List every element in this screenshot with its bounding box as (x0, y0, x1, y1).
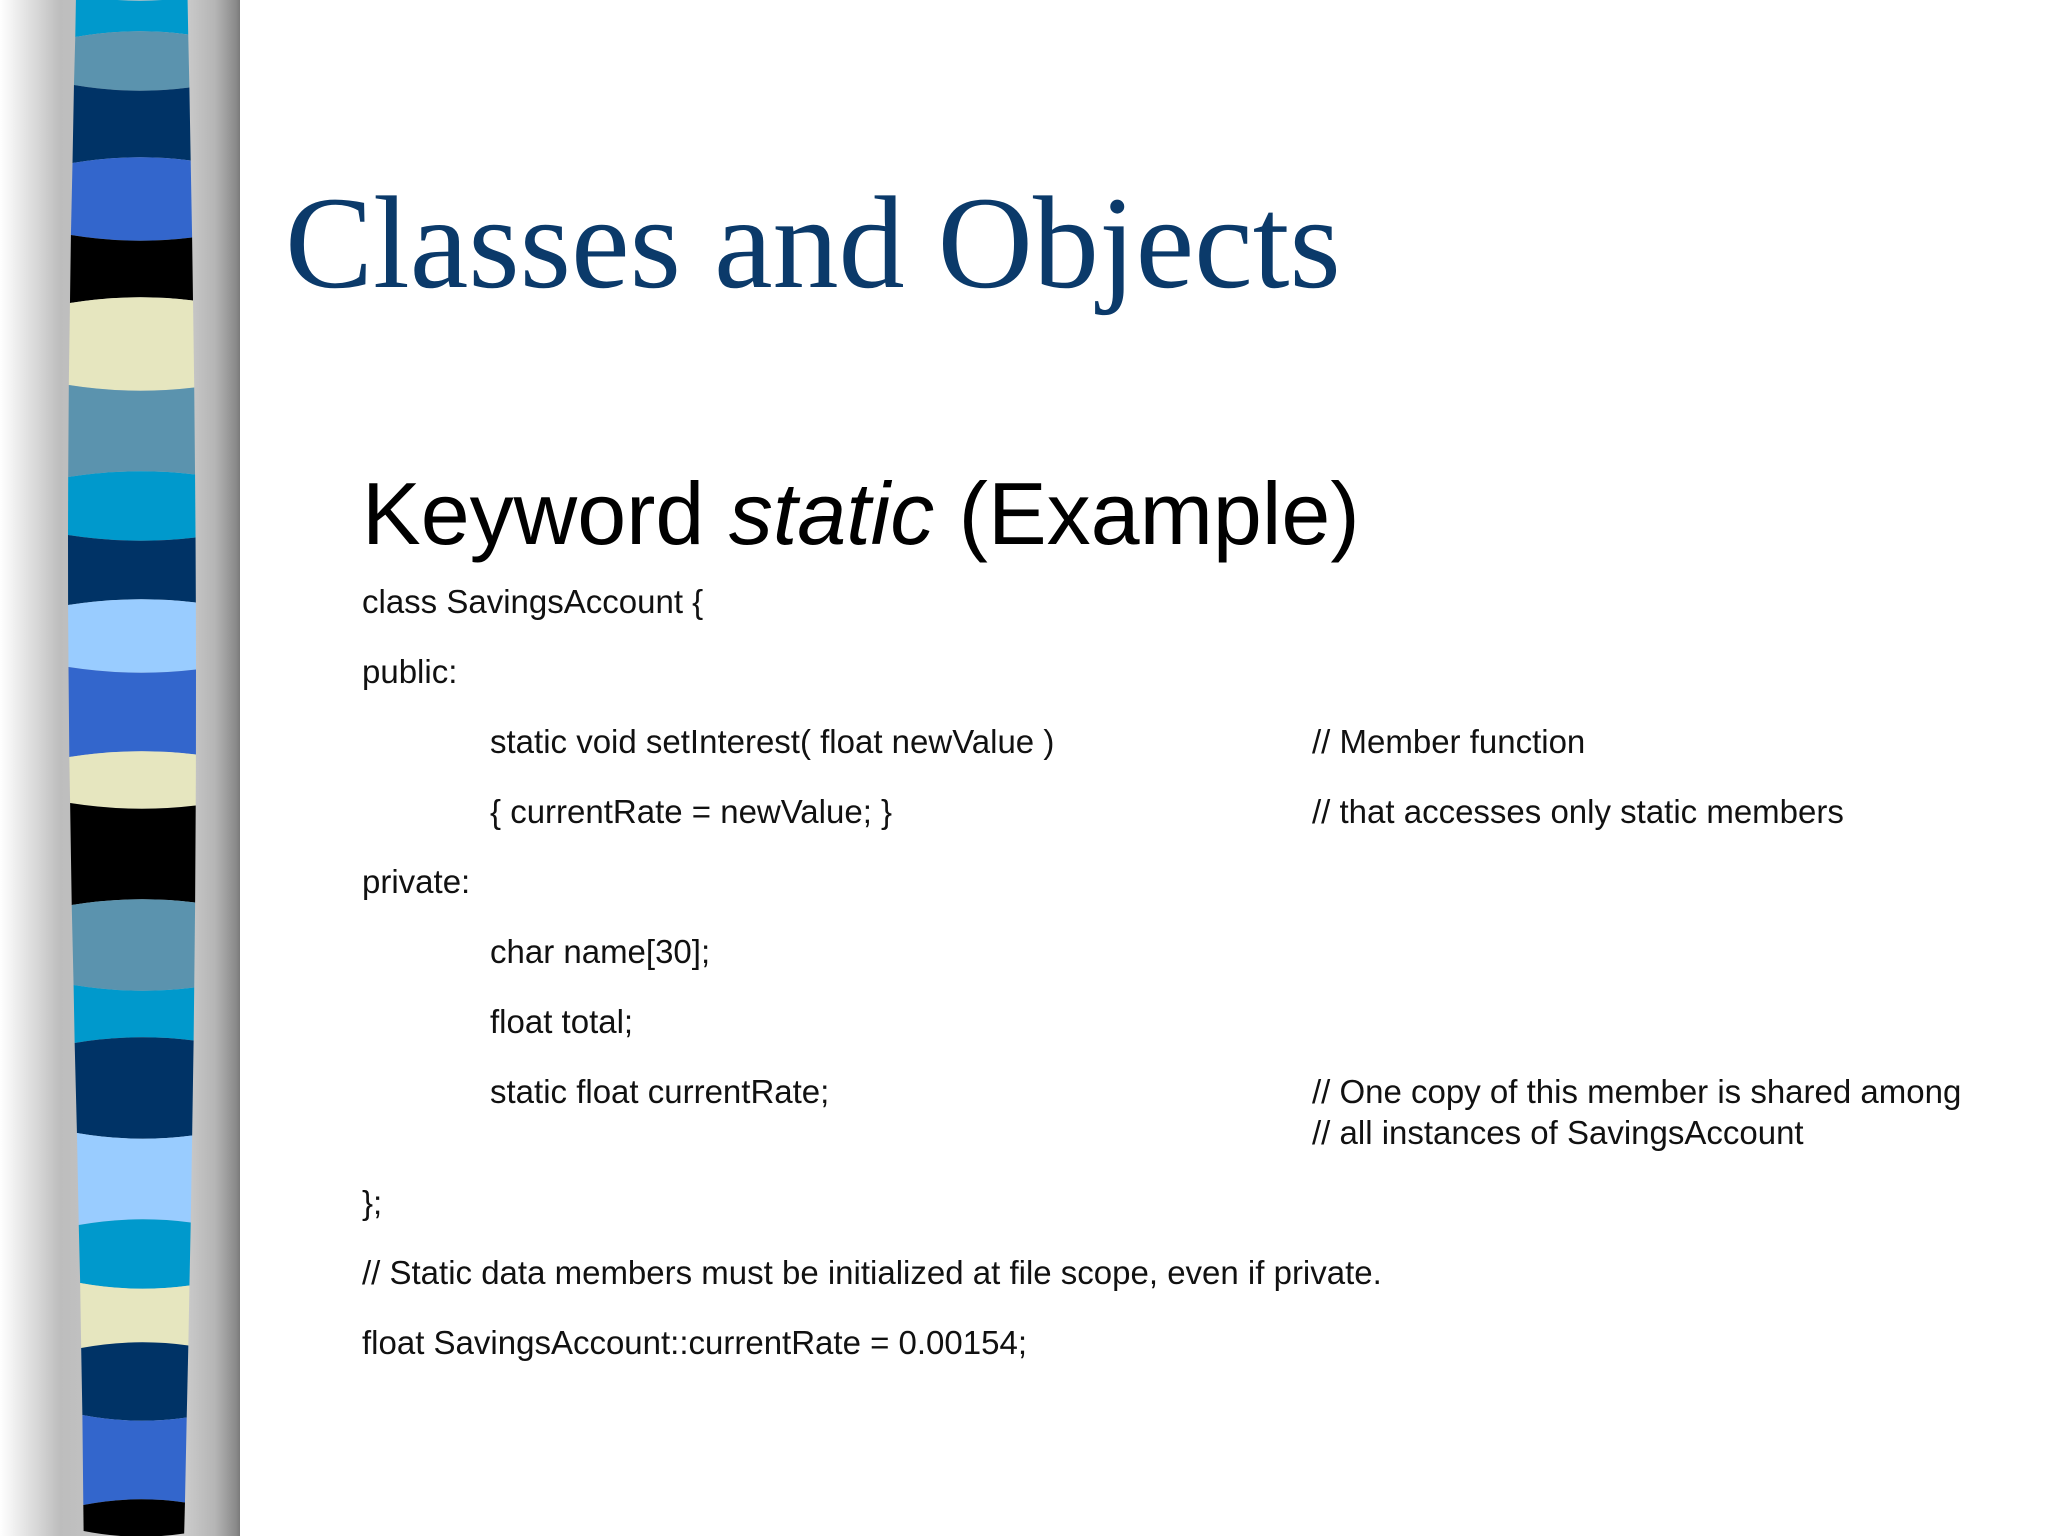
strip-band (69, 297, 194, 390)
strip-band (73, 85, 191, 163)
strip-band (80, 1283, 189, 1348)
strip-band (70, 803, 196, 905)
strip-band (68, 385, 195, 477)
code-line-name-member: char name[30]; (490, 933, 711, 970)
code-line-public-label: public: (362, 653, 458, 690)
subtitle-suffix: (Example) (934, 464, 1360, 563)
code-line-class-close: }; (362, 1184, 383, 1221)
code-line-set-interest-decl: static void setInterest( float newValue ) (490, 723, 1055, 760)
subtitle-prefix: Keyword (362, 464, 729, 563)
code-line-init-statement: float SavingsAccount::currentRate = 0.00154; (362, 1324, 1027, 1361)
strip-band (72, 899, 195, 990)
code-line-total-member: float total; (490, 1003, 634, 1040)
code-line-set-interest-body: { currentRate = newValue; } (490, 793, 893, 830)
code-line-class-decl: class SavingsAccount { (362, 583, 704, 620)
slide-title: Classes and Objects (285, 169, 1341, 316)
strip-band (71, 157, 192, 240)
strip-band (74, 31, 189, 90)
code-line-current-rate-member: static float currentRate; (490, 1073, 830, 1110)
code-comment-initialization: // Static data members must be initialized at file scope, even if private. (362, 1254, 1382, 1291)
subtitle-keyword: static (728, 464, 935, 563)
code-comment-shared-copy: // One copy of this member is shared among (1312, 1073, 1962, 1110)
strip-band (69, 751, 196, 808)
strip-band (68, 471, 196, 540)
strip-band (68, 535, 196, 605)
strip-band (81, 1342, 188, 1420)
code-comment-all-instances: // all instances of SavingsAccount (1312, 1114, 1804, 1151)
decorative-color-strip (0, 0, 240, 1536)
code-line-private-label: private: (362, 863, 471, 900)
code-comment-static-access: // that accesses only static members (1312, 793, 1844, 830)
strip-band (77, 1133, 192, 1225)
strip-band (82, 1415, 186, 1505)
strip-band (74, 985, 195, 1043)
code-comment-member-function: // Member function (1312, 723, 1586, 760)
strip-band (83, 1499, 185, 1536)
strip-band (68, 599, 196, 672)
slide-subtitle (362, 462, 1360, 566)
strip-band (75, 1037, 194, 1138)
strip-band (79, 1219, 191, 1288)
strip-band (68, 667, 195, 757)
strip-band (70, 235, 193, 303)
